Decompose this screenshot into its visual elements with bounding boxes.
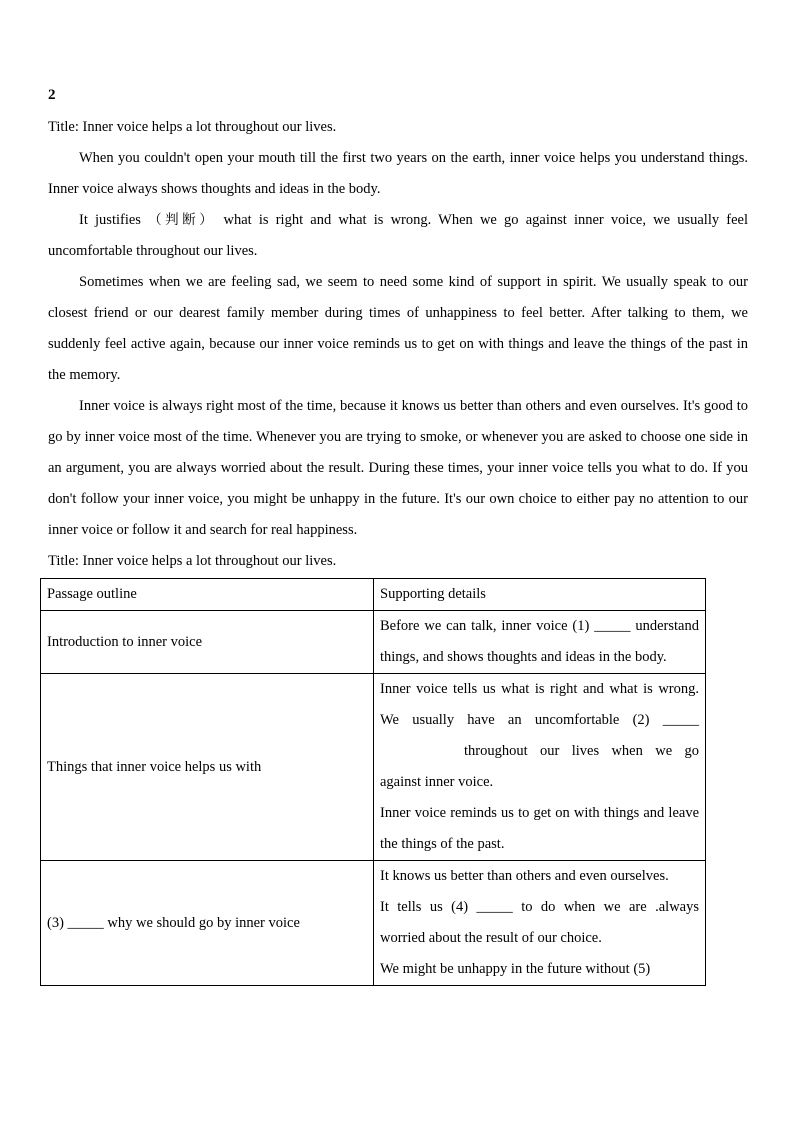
detail-cell-blank-2 xyxy=(374,674,706,861)
header-passage-outline: Passage outline xyxy=(41,579,374,611)
detail-blank-2-rest: throughout our lives when we go against inner voice. xyxy=(380,743,699,790)
detail-blank-2-text: Inner voice tells us what is right and what is wrong. We usually have an uncomfortable (2) _____ xyxy=(380,681,699,728)
detail-blank-4: It tells us (4) _____ to do when we are .always worried about the result of our choice. xyxy=(380,899,699,946)
paragraph-1: When you couldn't open your mouth till the first two years on the earth, inner voice helps you understand things. Inner voice always shows thoughts and ideas in the body. xyxy=(48,150,748,197)
paragraph-2 xyxy=(48,205,748,267)
paragraph-4: Inner voice is always right most of the time, because it knows us better than others and even ourselves. It's good to go by inner voice most of the time. Whenever you are trying to smoke, or whenever you are asked to choose one side in an argument, you are always worried about the result. During these times, your inner voice tells you what to do. If you don't follow your inner voice, you might be unhappy in the future. It's our own choice to either pay no attention to our inner voice or follow it and search for real happiness. xyxy=(48,398,748,538)
table-header-row xyxy=(41,579,706,611)
header-supporting-details: Supporting details xyxy=(374,579,706,611)
detail-blank-5: We might be unhappy in the future without (5) xyxy=(380,961,651,977)
table-row xyxy=(41,611,706,674)
paragraph-3: Sometimes when we are feeling sad, we seem to need some kind of support in spirit. We usually speak to our closest friend or our dearest family member during times of unhappiness to feel better. After talking to them, we suddenly feel active again, because our inner voice reminds us to get on with things and leave the things of the past in the memory. xyxy=(48,274,748,383)
chinese-gloss: （判断） xyxy=(148,212,217,228)
table-row xyxy=(41,674,706,861)
document-page xyxy=(48,82,748,577)
table-row xyxy=(41,861,706,986)
paragraph-2-end: what is right and what is wrong. When we go against inner voice, we usually feel uncomfortable throughout our lives. xyxy=(48,212,749,259)
paragraph-2-start: It justifies xyxy=(79,212,149,228)
outline-cell-helps: Things that inner voice helps us with xyxy=(41,674,374,861)
question-number: 2 xyxy=(48,87,56,103)
detail-cell-blank-4-5 xyxy=(374,861,706,986)
detail-reminds: Inner voice reminds us to get on with things and leave the things of the past. xyxy=(380,805,699,852)
passage-title: Title: Inner voice helps a lot throughout our lives. xyxy=(48,119,337,135)
outline-cell-introduction: Introduction to inner voice xyxy=(41,611,374,674)
passage-title-repeat: Title: Inner voice helps a lot throughout our lives. xyxy=(48,553,337,569)
detail-knows-us: It knows us better than others and even ourselves. xyxy=(380,868,669,884)
detail-right-wrong xyxy=(380,674,699,798)
outline-table xyxy=(40,578,706,986)
outline-cell-blank-3: (3) _____ why we should go by inner voice xyxy=(41,861,374,986)
detail-cell-blank-1: Before we can talk, inner voice (1) _____ understand things, and shows thoughts and ideas in the body. xyxy=(374,611,706,674)
